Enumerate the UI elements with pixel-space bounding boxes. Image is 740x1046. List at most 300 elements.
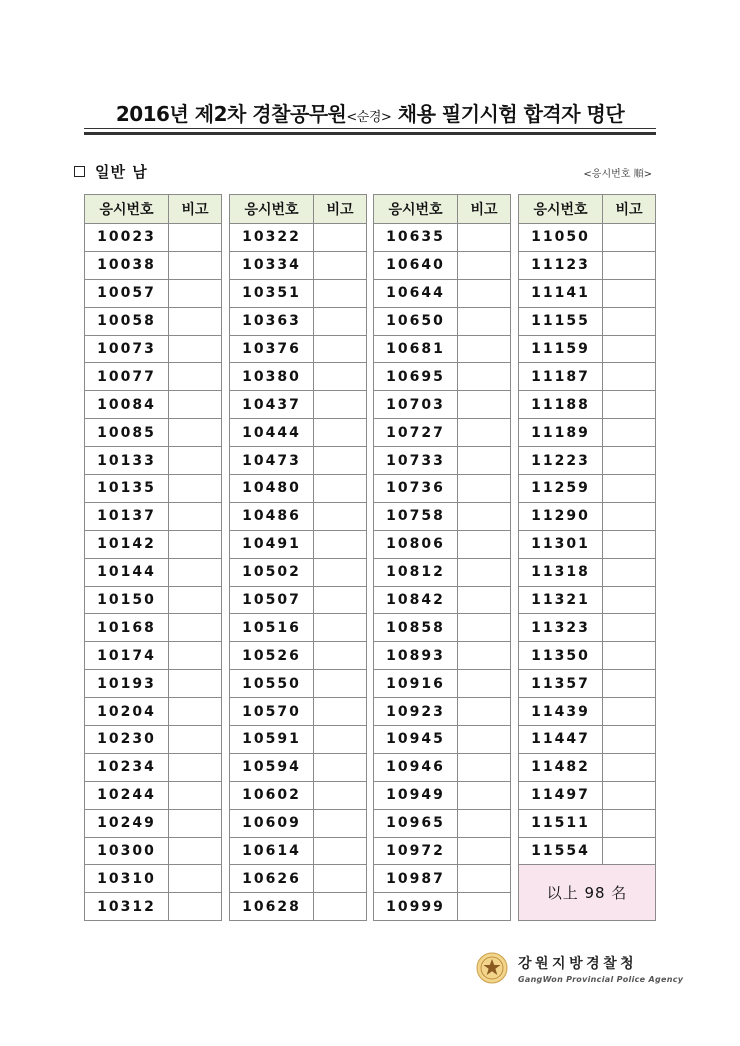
applicant-number: 10193 xyxy=(85,670,169,698)
applicant-number: 10312 xyxy=(85,893,169,921)
note-cell xyxy=(603,642,656,670)
applicant-number: 10681 xyxy=(374,335,458,363)
applicant-number: 11511 xyxy=(519,809,603,837)
applicant-number: 10602 xyxy=(230,781,314,809)
applicant-number: 10376 xyxy=(230,335,314,363)
note-cell xyxy=(603,586,656,614)
table-row xyxy=(85,698,222,726)
table-row xyxy=(519,279,656,307)
applicant-number: 10310 xyxy=(85,865,169,893)
note-cell xyxy=(603,419,656,447)
applicant-number: 11050 xyxy=(519,224,603,252)
applicant-number: 11447 xyxy=(519,726,603,754)
note-cell xyxy=(314,642,367,670)
header-number: 응시번호 xyxy=(230,195,314,224)
table-row xyxy=(374,251,511,279)
note-cell xyxy=(169,251,222,279)
note-cell xyxy=(603,698,656,726)
table-row xyxy=(519,726,656,754)
note-cell xyxy=(603,530,656,558)
applicant-number: 10502 xyxy=(230,558,314,586)
table-row xyxy=(519,391,656,419)
applicant-number: 11301 xyxy=(519,530,603,558)
title-rule-thick xyxy=(84,132,656,135)
table-header-row xyxy=(519,195,656,224)
note-cell xyxy=(603,837,656,865)
table-header-row xyxy=(374,195,511,224)
table-row xyxy=(85,642,222,670)
table-row xyxy=(230,781,367,809)
applicant-number: 11155 xyxy=(519,307,603,335)
applicant-number: 10650 xyxy=(374,307,458,335)
applicant-number: 11187 xyxy=(519,363,603,391)
applicant-number: 10491 xyxy=(230,530,314,558)
table-row xyxy=(519,809,656,837)
note-cell xyxy=(314,419,367,447)
table-row xyxy=(85,809,222,837)
note-cell xyxy=(314,586,367,614)
note-cell xyxy=(314,475,367,503)
applicant-number: 10204 xyxy=(85,698,169,726)
table-row xyxy=(374,558,511,586)
applicant-number: 11350 xyxy=(519,642,603,670)
note-cell xyxy=(458,726,511,754)
applicant-number: 10570 xyxy=(230,698,314,726)
applicant-number: 10695 xyxy=(374,363,458,391)
applicant-number: 11497 xyxy=(519,781,603,809)
table-row xyxy=(85,614,222,642)
applicant-number: 11318 xyxy=(519,558,603,586)
table-row xyxy=(374,363,511,391)
note-cell xyxy=(458,698,511,726)
table-row xyxy=(374,809,511,837)
note-cell xyxy=(458,586,511,614)
applicant-number: 11223 xyxy=(519,447,603,475)
table-row xyxy=(519,447,656,475)
applicant-number: 10842 xyxy=(374,586,458,614)
applicant-number: 10351 xyxy=(230,279,314,307)
table-row xyxy=(230,224,367,252)
applicant-number: 10999 xyxy=(374,893,458,921)
note-cell xyxy=(169,502,222,530)
table-row xyxy=(230,335,367,363)
table-row xyxy=(85,363,222,391)
applicant-number: 10526 xyxy=(230,642,314,670)
table-row xyxy=(519,475,656,503)
applicant-number: 10987 xyxy=(374,865,458,893)
applicant-number: 10486 xyxy=(230,502,314,530)
note-cell xyxy=(169,837,222,865)
applicant-number: 10300 xyxy=(85,837,169,865)
note-cell xyxy=(458,530,511,558)
applicant-number: 11554 xyxy=(519,837,603,865)
table-row xyxy=(519,753,656,781)
table-row xyxy=(374,335,511,363)
note-cell xyxy=(458,335,511,363)
table-row xyxy=(519,363,656,391)
applicant-number: 10916 xyxy=(374,670,458,698)
table-row xyxy=(85,558,222,586)
table-row xyxy=(230,279,367,307)
applicant-number: 10144 xyxy=(85,558,169,586)
applicant-number: 10736 xyxy=(374,475,458,503)
table-row xyxy=(85,475,222,503)
applicant-number: 10614 xyxy=(230,837,314,865)
applicant-number: 10077 xyxy=(85,363,169,391)
applicant-number: 11188 xyxy=(519,391,603,419)
note-cell xyxy=(314,363,367,391)
note-cell xyxy=(314,698,367,726)
table-row xyxy=(85,781,222,809)
applicant-number: 10334 xyxy=(230,251,314,279)
table-row xyxy=(519,558,656,586)
note-cell xyxy=(169,614,222,642)
section-label: 일반 남 xyxy=(95,163,148,181)
table-row xyxy=(374,698,511,726)
note-cell xyxy=(458,865,511,893)
applicant-number: 10073 xyxy=(85,335,169,363)
title-main: 2016년 제2차 경찰공무원 xyxy=(115,102,347,126)
note-cell xyxy=(169,447,222,475)
table-row xyxy=(519,781,656,809)
note-cell xyxy=(314,530,367,558)
note-cell xyxy=(603,391,656,419)
applicant-number: 11482 xyxy=(519,753,603,781)
note-cell xyxy=(458,391,511,419)
note-cell xyxy=(458,893,511,921)
note-cell xyxy=(458,363,511,391)
note-cell xyxy=(603,753,656,781)
applicant-number: 10507 xyxy=(230,586,314,614)
note-cell xyxy=(314,865,367,893)
applicant-number: 10609 xyxy=(230,809,314,837)
applicant-number: 10380 xyxy=(230,363,314,391)
applicant-number: 10322 xyxy=(230,224,314,252)
note-cell xyxy=(603,670,656,698)
header-note: 비고 xyxy=(169,195,222,224)
applicant-number: 10965 xyxy=(374,809,458,837)
applicant-number: 10023 xyxy=(85,224,169,252)
total-count: 以上 98 名 xyxy=(519,865,656,921)
table-row xyxy=(374,837,511,865)
table-row xyxy=(85,586,222,614)
table-row xyxy=(85,893,222,921)
header-number: 응시번호 xyxy=(85,195,169,224)
note-cell xyxy=(314,335,367,363)
table-row xyxy=(230,837,367,865)
table-row xyxy=(230,893,367,921)
note-cell xyxy=(458,614,511,642)
header-number: 응시번호 xyxy=(519,195,603,224)
table-row xyxy=(374,391,511,419)
table-row xyxy=(85,307,222,335)
table-row xyxy=(230,251,367,279)
applicant-number: 10812 xyxy=(374,558,458,586)
table-row xyxy=(374,530,511,558)
table-row xyxy=(374,642,511,670)
applicant-number: 10058 xyxy=(85,307,169,335)
note-cell xyxy=(603,279,656,307)
table-row xyxy=(230,307,367,335)
applicant-number: 10591 xyxy=(230,726,314,754)
note-cell xyxy=(603,447,656,475)
agency-footer xyxy=(476,952,683,984)
table-row xyxy=(374,475,511,503)
note-cell xyxy=(458,809,511,837)
note-cell xyxy=(169,224,222,252)
note-cell xyxy=(314,893,367,921)
applicant-number: 10137 xyxy=(85,502,169,530)
applicant-number: 10174 xyxy=(85,642,169,670)
applicant-number: 10038 xyxy=(85,251,169,279)
table-row xyxy=(374,224,511,252)
table-row xyxy=(519,530,656,558)
table-row xyxy=(374,893,511,921)
note-cell xyxy=(314,307,367,335)
table-row xyxy=(374,670,511,698)
note-cell xyxy=(314,279,367,307)
table-row xyxy=(374,307,511,335)
applicant-number: 10473 xyxy=(230,447,314,475)
table-row xyxy=(519,586,656,614)
note-cell xyxy=(169,865,222,893)
title-paren: <순경> xyxy=(346,110,392,125)
table-row xyxy=(85,502,222,530)
note-cell xyxy=(458,224,511,252)
table-row xyxy=(519,614,656,642)
table-row xyxy=(85,670,222,698)
table-row xyxy=(374,753,511,781)
applicant-number: 10858 xyxy=(374,614,458,642)
applicant-number: 10085 xyxy=(85,419,169,447)
header-note: 비고 xyxy=(603,195,656,224)
table-row xyxy=(230,363,367,391)
table-row xyxy=(85,530,222,558)
roster-table xyxy=(84,194,222,921)
note-cell xyxy=(314,224,367,252)
applicant-number: 10758 xyxy=(374,502,458,530)
note-cell xyxy=(458,642,511,670)
applicant-number: 11323 xyxy=(519,614,603,642)
table-row xyxy=(85,837,222,865)
note-cell xyxy=(458,475,511,503)
page-title xyxy=(84,98,656,127)
note-cell xyxy=(458,307,511,335)
table-row xyxy=(230,865,367,893)
applicant-number: 10644 xyxy=(374,279,458,307)
table-row xyxy=(519,698,656,726)
table-header-row xyxy=(85,195,222,224)
applicant-number: 10640 xyxy=(374,251,458,279)
roster-table xyxy=(518,194,656,921)
table-row xyxy=(374,586,511,614)
note-cell xyxy=(603,726,656,754)
applicant-number: 10437 xyxy=(230,391,314,419)
note-cell xyxy=(603,335,656,363)
table-row xyxy=(85,251,222,279)
note-cell xyxy=(169,419,222,447)
note-cell xyxy=(603,502,656,530)
applicant-number: 10133 xyxy=(85,447,169,475)
note-cell xyxy=(458,670,511,698)
table-row xyxy=(374,726,511,754)
note-cell xyxy=(314,670,367,698)
note-cell xyxy=(603,781,656,809)
applicant-number: 11259 xyxy=(519,475,603,503)
table-row xyxy=(374,865,511,893)
note-cell xyxy=(169,753,222,781)
table-row xyxy=(85,335,222,363)
table-row xyxy=(519,251,656,279)
note-cell xyxy=(169,809,222,837)
order-note: <응시번호 順> xyxy=(583,169,652,180)
applicant-number: 10363 xyxy=(230,307,314,335)
note-cell xyxy=(603,558,656,586)
note-cell xyxy=(314,614,367,642)
table-row xyxy=(519,670,656,698)
note-cell xyxy=(603,475,656,503)
table-row xyxy=(374,447,511,475)
applicant-number: 10230 xyxy=(85,726,169,754)
note-cell xyxy=(169,363,222,391)
agency-name-en: GangWon Provincial Police Agency xyxy=(518,974,684,984)
table-row xyxy=(230,558,367,586)
table-row xyxy=(230,586,367,614)
applicant-number: 10703 xyxy=(374,391,458,419)
note-cell xyxy=(458,251,511,279)
applicant-number: 10516 xyxy=(230,614,314,642)
applicant-number: 10550 xyxy=(230,670,314,698)
table-row xyxy=(85,419,222,447)
table-row xyxy=(374,419,511,447)
note-cell xyxy=(169,335,222,363)
table-row xyxy=(230,809,367,837)
note-cell xyxy=(314,391,367,419)
note-cell xyxy=(169,391,222,419)
applicant-number: 10733 xyxy=(374,447,458,475)
applicant-number: 10480 xyxy=(230,475,314,503)
note-cell xyxy=(314,502,367,530)
table-row xyxy=(230,502,367,530)
note-cell xyxy=(314,447,367,475)
note-cell xyxy=(169,586,222,614)
roster-table xyxy=(373,194,511,921)
header-note: 비고 xyxy=(314,195,367,224)
note-cell xyxy=(458,419,511,447)
note-cell xyxy=(169,475,222,503)
note-cell xyxy=(603,809,656,837)
table-row xyxy=(374,781,511,809)
header-note: 비고 xyxy=(458,195,511,224)
table-row xyxy=(519,642,656,670)
applicant-number: 10946 xyxy=(374,753,458,781)
applicant-number: 10249 xyxy=(85,809,169,837)
applicant-number: 11321 xyxy=(519,586,603,614)
table-row xyxy=(85,753,222,781)
applicant-number: 10806 xyxy=(374,530,458,558)
applicant-number: 11189 xyxy=(519,419,603,447)
note-cell xyxy=(314,251,367,279)
table-row xyxy=(230,391,367,419)
note-cell xyxy=(169,279,222,307)
table-row xyxy=(519,335,656,363)
table-row xyxy=(85,279,222,307)
note-cell xyxy=(603,307,656,335)
note-cell xyxy=(169,781,222,809)
note-cell xyxy=(458,558,511,586)
note-cell xyxy=(458,279,511,307)
table-row xyxy=(230,670,367,698)
applicant-number: 11357 xyxy=(519,670,603,698)
note-cell xyxy=(314,781,367,809)
table-row xyxy=(85,865,222,893)
applicant-number: 10945 xyxy=(374,726,458,754)
table-row xyxy=(519,307,656,335)
applicant-number: 10168 xyxy=(85,614,169,642)
note-cell xyxy=(169,698,222,726)
note-cell xyxy=(458,447,511,475)
applicant-number: 10626 xyxy=(230,865,314,893)
table-row xyxy=(519,224,656,252)
section-heading xyxy=(74,161,148,182)
checkbox-icon xyxy=(74,166,85,177)
applicant-number: 10949 xyxy=(374,781,458,809)
note-cell xyxy=(458,781,511,809)
table-row xyxy=(374,614,511,642)
applicant-number: 10244 xyxy=(85,781,169,809)
applicant-number: 10084 xyxy=(85,391,169,419)
table-row xyxy=(519,837,656,865)
applicant-number: 10893 xyxy=(374,642,458,670)
note-cell xyxy=(603,224,656,252)
applicant-number: 11290 xyxy=(519,502,603,530)
applicant-number: 10234 xyxy=(85,753,169,781)
applicant-number: 10444 xyxy=(230,419,314,447)
note-cell xyxy=(169,670,222,698)
applicant-number: 10635 xyxy=(374,224,458,252)
note-cell xyxy=(314,726,367,754)
note-cell xyxy=(603,614,656,642)
applicant-number: 10972 xyxy=(374,837,458,865)
note-cell xyxy=(603,363,656,391)
table-row xyxy=(85,726,222,754)
note-cell xyxy=(314,558,367,586)
applicant-number: 10628 xyxy=(230,893,314,921)
table-row xyxy=(230,614,367,642)
note-cell xyxy=(314,809,367,837)
note-cell xyxy=(169,307,222,335)
note-cell xyxy=(458,837,511,865)
applicant-number: 10057 xyxy=(85,279,169,307)
table-row xyxy=(519,419,656,447)
applicant-number: 11439 xyxy=(519,698,603,726)
note-cell xyxy=(169,726,222,754)
table-row xyxy=(230,726,367,754)
note-cell xyxy=(603,251,656,279)
applicant-number: 10594 xyxy=(230,753,314,781)
note-cell xyxy=(169,558,222,586)
note-cell xyxy=(458,502,511,530)
table-row xyxy=(230,419,367,447)
police-emblem-icon xyxy=(476,952,508,984)
table-header-row xyxy=(230,195,367,224)
applicant-number: 11141 xyxy=(519,279,603,307)
applicant-number: 10142 xyxy=(85,530,169,558)
table-row xyxy=(230,447,367,475)
applicant-number: 11123 xyxy=(519,251,603,279)
applicant-number: 11159 xyxy=(519,335,603,363)
table-row xyxy=(374,279,511,307)
